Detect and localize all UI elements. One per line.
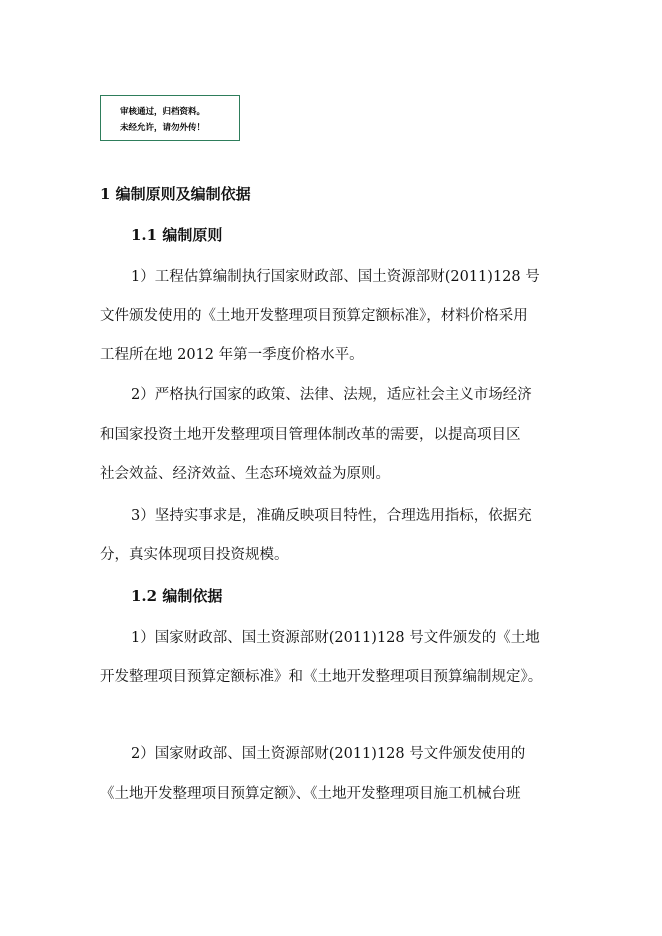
subsection-heading: 1.1 编制原则 <box>131 226 223 244</box>
paragraph-line: 文件颁发使用的《土地开发整理项目预算定额标准》，材料价格采用 <box>100 308 528 324</box>
stamp-line-2: 未经允许，请勿外传！ <box>120 123 206 133</box>
paragraph-line: 1）国家财政部、国土资源部财(2011)128 号文件颁发的《土地 <box>131 630 540 646</box>
paragraph-line: 2）严格执行国家的政策、法律、法规，适应社会主义市场经济 <box>131 387 532 403</box>
paragraph-line: 《土地开发整理项目预算定额》、《土地开发整理项目施工机械台班 <box>100 786 521 802</box>
paragraph-line: 开发整理项目预算定额标准》和《土地开发整理项目预算编制规定》。 <box>100 669 543 685</box>
paragraph-line: 1）工程估算编制执行国家财政部、国土资源部财(2011)128 号 <box>131 269 540 285</box>
subsection-heading: 1.2 编制依据 <box>131 587 223 605</box>
paragraph-line: 工程所在地 2012 年第一季度价格水平。 <box>100 347 364 363</box>
paragraph-line: 和国家投资土地开发整理项目管理体制改革的需要，以提高项目区 <box>100 427 521 443</box>
section-heading: 1 编制原则及编制依据 <box>100 185 251 203</box>
approval-stamp <box>100 95 240 141</box>
stamp-line-1: 审核通过，归档资料。 <box>120 107 206 117</box>
paragraph-line: 2）国家财政部、国土资源部财(2011)128 号文件颁发使用的 <box>131 746 526 762</box>
paragraph-line: 3）坚持实事求是，准确反映项目特性，合理选用指标，依据充 <box>131 508 532 524</box>
paragraph-line: 社会效益、经济效益、生态环境效益为原则。 <box>100 466 390 482</box>
paragraph-line: 分，真实体现项目投资规模。 <box>100 547 289 563</box>
